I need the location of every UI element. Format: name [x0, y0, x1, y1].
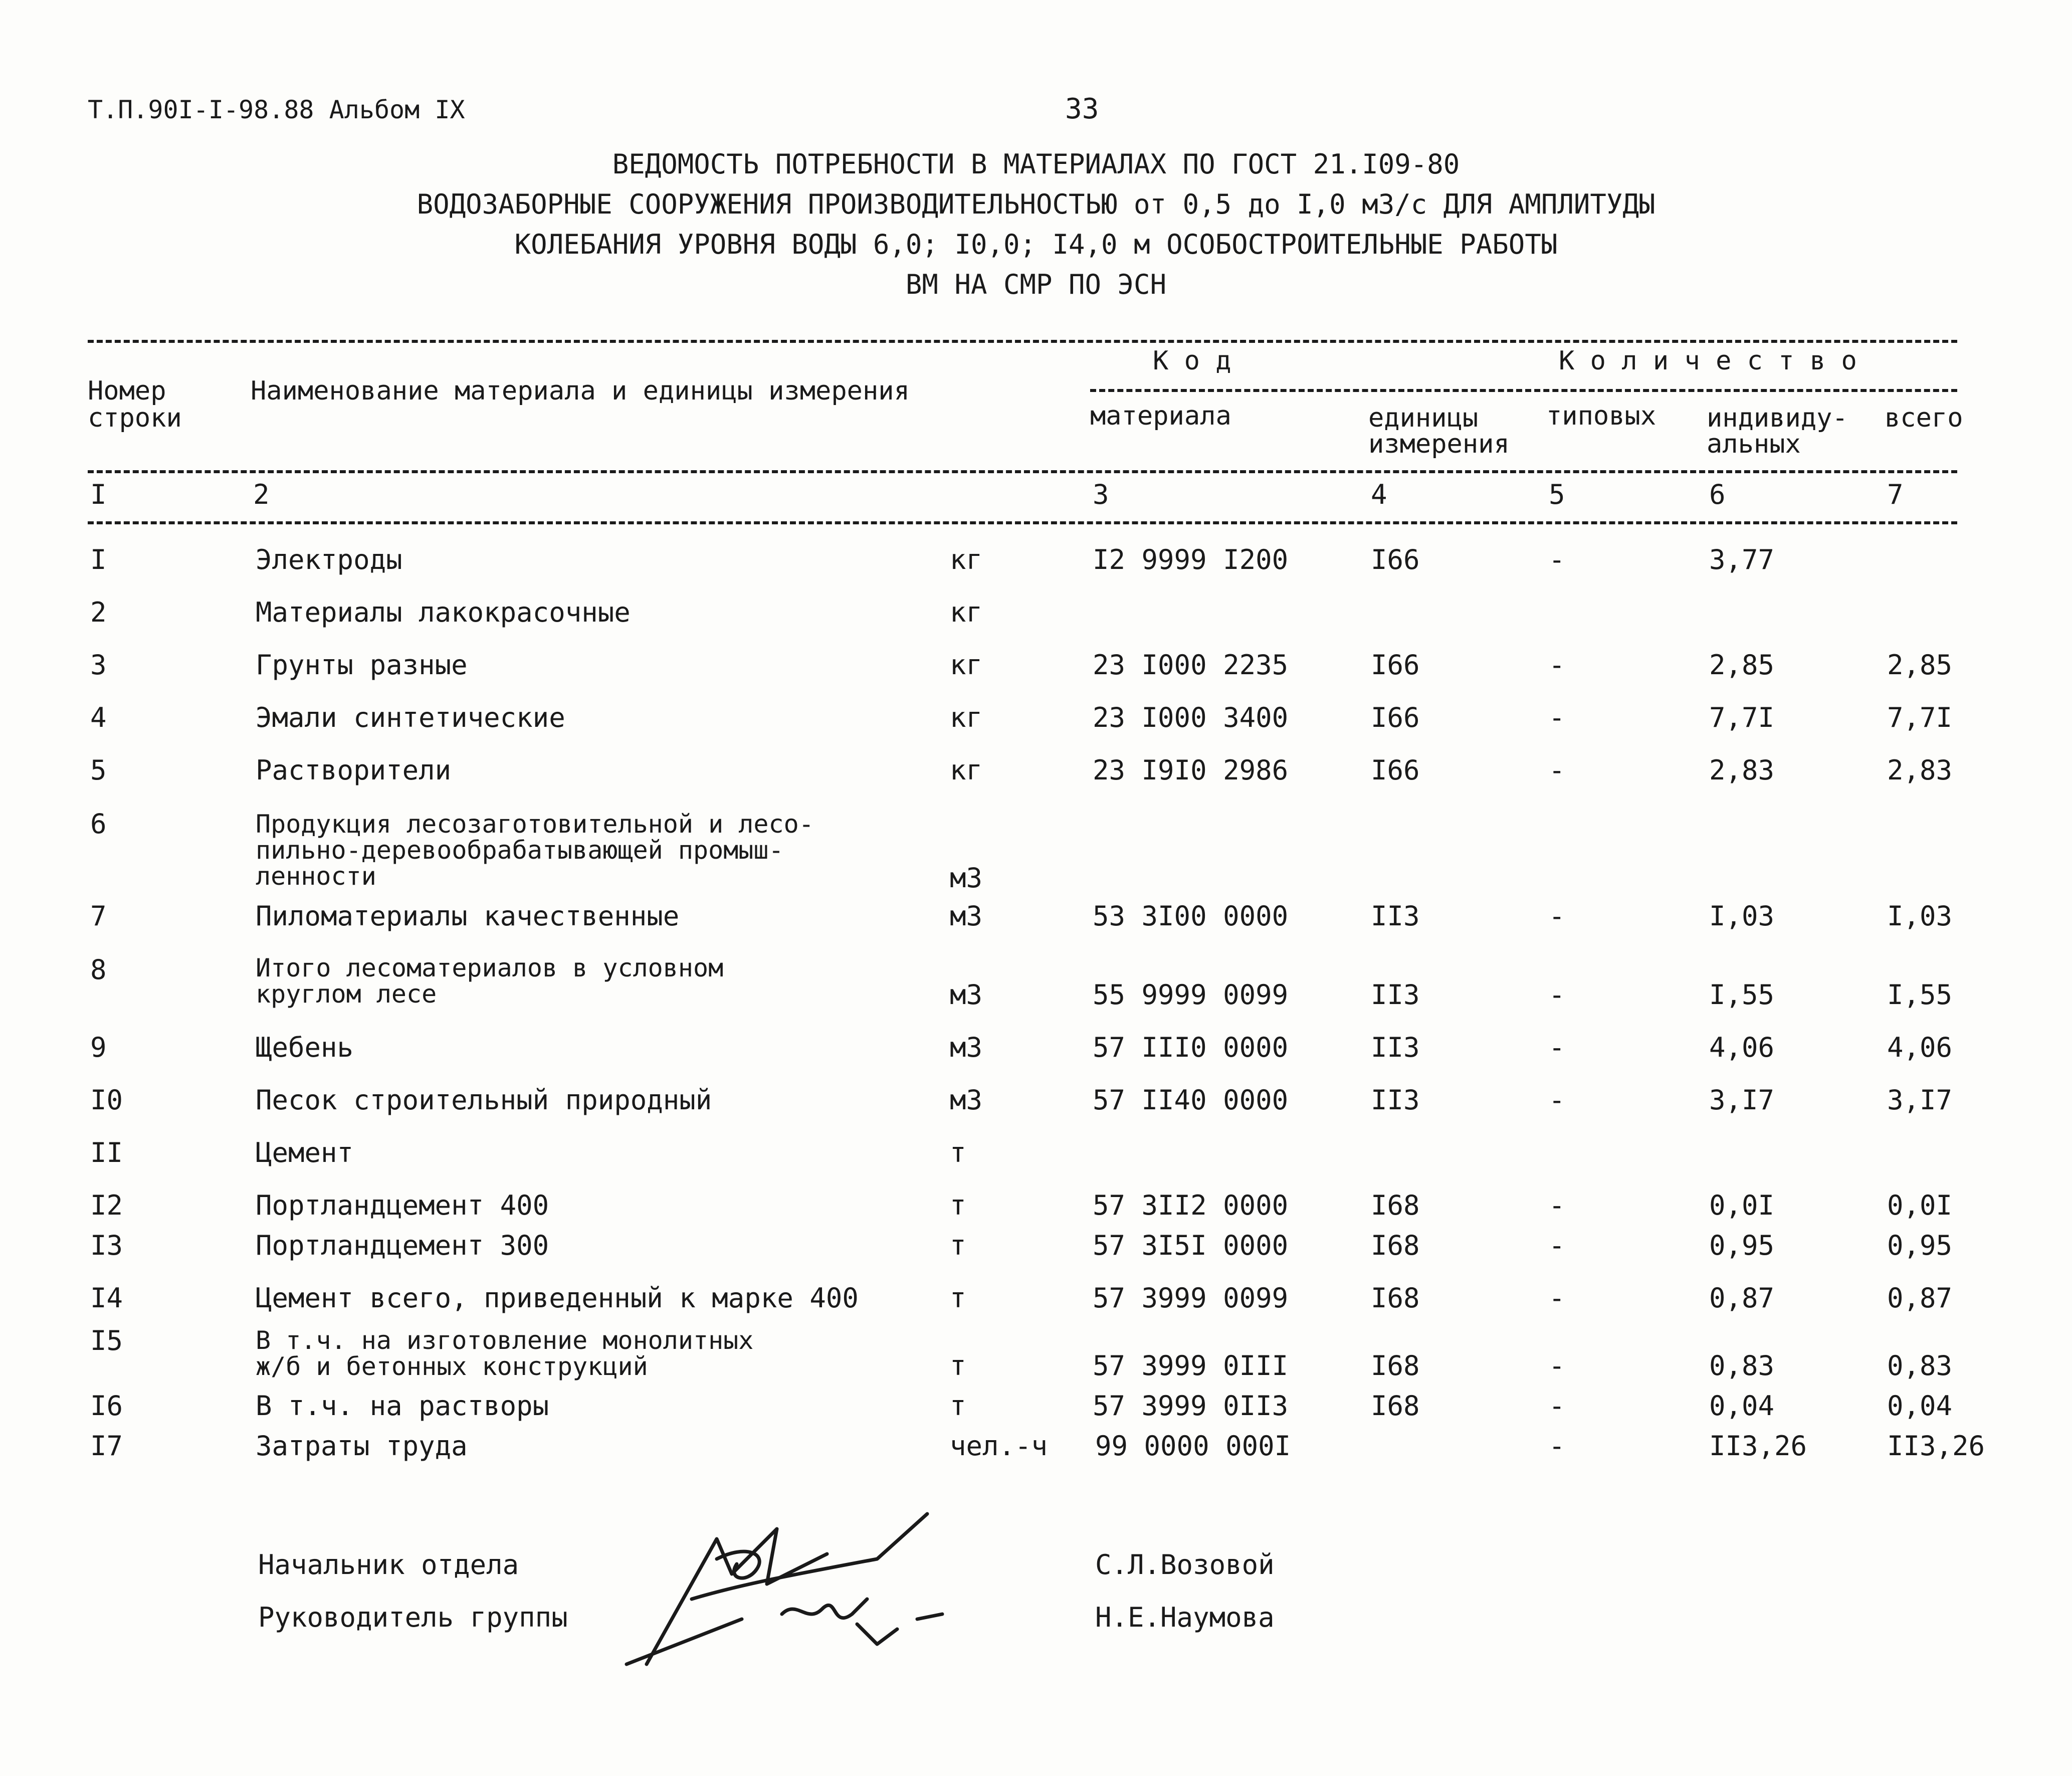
row-number: 8 — [90, 954, 107, 985]
header-row-no-1: Номер — [88, 376, 166, 406]
header-row-no-2: строки — [88, 403, 182, 433]
title-line-4: ВМ НА СМР ПО ЭСН — [905, 269, 1167, 300]
material-code: 53 3I00 0000 — [1093, 900, 1289, 932]
qty-typical: - — [1549, 1282, 1565, 1314]
qty-total: 2,83 — [1887, 754, 1953, 786]
dashed-rule — [88, 521, 1957, 524]
unit: кг — [950, 702, 983, 733]
material-name: Растворители — [256, 754, 452, 786]
unit-code: I66 — [1371, 754, 1420, 786]
unit-code: I68 — [1371, 1230, 1420, 1261]
header-qty-group: К о л и ч е с т в о — [1559, 346, 1857, 376]
qty-individual: I,55 — [1709, 979, 1775, 1011]
col-number: 6 — [1709, 479, 1726, 510]
unit: чел.-ч — [950, 1430, 1048, 1462]
material-name-line: ленности — [256, 862, 376, 891]
qty-individual: II3,26 — [1709, 1430, 1807, 1462]
row-number: 5 — [90, 754, 107, 786]
qty-typical: - — [1549, 1430, 1565, 1462]
unit-code: II3 — [1371, 979, 1420, 1011]
unit: м3 — [950, 1084, 983, 1116]
row-number: I5 — [90, 1325, 123, 1356]
qty-individual: 3,77 — [1709, 544, 1775, 575]
qty-total: 4,06 — [1887, 1032, 1953, 1063]
material-code: 57 3II2 0000 — [1093, 1190, 1289, 1221]
header-qty-typical: типовых — [1546, 401, 1656, 431]
col-number: 4 — [1371, 479, 1387, 510]
unit: м3 — [950, 979, 983, 1011]
qty-individual: 7,7I — [1709, 702, 1775, 733]
material-name: Пиломатериалы качественные — [256, 900, 680, 932]
material-name: Портландцемент 300 — [256, 1230, 549, 1261]
material-name-line: Итого лесоматериалов в условном — [256, 953, 724, 982]
qty-total: 0,87 — [1887, 1282, 1953, 1314]
row-number: 3 — [90, 649, 107, 681]
qty-typical: - — [1549, 544, 1565, 575]
material-name: Грунты разные — [256, 649, 468, 681]
row-number: I2 — [90, 1190, 123, 1221]
row-number: II — [90, 1137, 123, 1168]
row-number: I — [90, 544, 107, 575]
unit: т — [950, 1190, 966, 1221]
qty-typical: - — [1549, 1390, 1565, 1422]
row-number: 4 — [90, 702, 107, 733]
row-number: 7 — [90, 900, 107, 932]
unit-code: I68 — [1371, 1390, 1420, 1422]
qty-total: 0,04 — [1887, 1390, 1953, 1422]
header-code-material: материала — [1090, 401, 1231, 431]
unit: кг — [950, 544, 983, 575]
qty-total: 3,I7 — [1887, 1084, 1953, 1116]
qty-individual: 0,0I — [1709, 1190, 1775, 1221]
header-name: Наименование материала и единицы измерения — [251, 376, 910, 406]
signature-name: С.Л.Возовой — [1095, 1549, 1275, 1581]
material-name-line: пильно-деревообрабатывающей промыш- — [256, 836, 784, 865]
page-number: 33 — [1065, 93, 1099, 125]
qty-typical: - — [1549, 1350, 1565, 1382]
material-name: Песок строительный природный — [256, 1084, 712, 1116]
handwritten-signature — [616, 1499, 977, 1679]
unit: т — [950, 1230, 966, 1261]
qty-total: 0,83 — [1887, 1350, 1953, 1382]
material-code: 57 II40 0000 — [1093, 1084, 1289, 1116]
unit-code: II3 — [1371, 1084, 1420, 1116]
row-number: 6 — [90, 808, 107, 840]
col-number: 5 — [1549, 479, 1565, 510]
header-code-group: К о д — [1153, 346, 1231, 376]
unit: кг — [950, 649, 983, 681]
material-name-line: В т.ч. на изготовление монолитных — [256, 1326, 754, 1355]
material-code: 57 3999 0099 — [1093, 1282, 1289, 1314]
qty-individual: 0,04 — [1709, 1390, 1775, 1422]
qty-total: II3,26 — [1887, 1430, 1985, 1462]
material-name: Цемент всего, приведенный к марке 400 — [256, 1282, 859, 1314]
unit: м3 — [950, 900, 983, 932]
unit-code: I68 — [1371, 1190, 1420, 1221]
material-code: 57 3999 0II3 — [1093, 1390, 1289, 1422]
col-number: 2 — [253, 479, 270, 510]
col-number: 3 — [1093, 479, 1109, 510]
qty-typical: - — [1549, 900, 1565, 932]
qty-typical: - — [1549, 1230, 1565, 1261]
header-qty-total: всего — [1885, 403, 1963, 433]
material-code: 99 0000 000I — [1095, 1430, 1291, 1462]
material-code: 57 3999 0III — [1093, 1350, 1289, 1382]
material-name-line: круглом лесе — [256, 979, 437, 1009]
unit: т — [950, 1350, 966, 1382]
material-name: Щебень — [256, 1032, 354, 1063]
row-number: I7 — [90, 1430, 123, 1462]
material-name: Эмали синтетические — [256, 702, 565, 733]
qty-total: I,55 — [1887, 979, 1953, 1011]
row-number: I6 — [90, 1390, 123, 1422]
qty-total: 7,7I — [1887, 702, 1953, 733]
header-qty-individual-2: альных — [1707, 429, 1801, 459]
unit: т — [950, 1137, 966, 1168]
signature-name: Н.Е.Наумова — [1095, 1602, 1275, 1633]
qty-total: I,03 — [1887, 900, 1953, 932]
qty-total: 0,0I — [1887, 1190, 1953, 1221]
title-line-2: ВОДОЗАБОРНЫЕ СООРУЖЕНИЯ ПРОИЗВОДИТЕЛЬНОСТЬЮ от 0,5 до I,0 м3/с ДЛЯ АМПЛИТУДЫ — [417, 188, 1655, 220]
unit-code: II3 — [1371, 1032, 1420, 1063]
row-number: I4 — [90, 1282, 123, 1314]
unit: т — [950, 1390, 966, 1422]
qty-total: 0,95 — [1887, 1230, 1953, 1261]
signature-role: Руководитель группы — [258, 1602, 568, 1633]
material-name-line: ж/б и бетонных конструкций — [256, 1352, 648, 1381]
material-name-line: Продукция лесозаготовительной и лесо- — [256, 810, 814, 839]
qty-typical: - — [1549, 754, 1565, 786]
unit: м3 — [950, 1032, 983, 1063]
material-name: В т.ч. на растворы — [256, 1390, 549, 1422]
title-line-3: КОЛЕБАНИЯ УРОВНЯ ВОДЫ 6,0; I0,0; I4,0 м ОСОБОСТРОИТЕЛЬНЫЕ РАБОТЫ — [514, 229, 1558, 260]
qty-individual: 3,I7 — [1709, 1084, 1775, 1116]
unit-code: I68 — [1371, 1282, 1420, 1314]
unit: кг — [950, 597, 983, 628]
material-code: 23 I000 2235 — [1093, 649, 1289, 681]
material-code: 55 9999 0099 — [1093, 979, 1289, 1011]
doc-reference: Т.П.90I-I-98.88 Альбом IX — [88, 95, 465, 124]
qty-individual: 0,95 — [1709, 1230, 1775, 1261]
material-code: 23 I000 3400 — [1093, 702, 1289, 733]
qty-typical: - — [1549, 979, 1565, 1011]
row-number: I0 — [90, 1084, 123, 1116]
unit-code: I66 — [1371, 702, 1420, 733]
material-code: I2 9999 I200 — [1093, 544, 1289, 575]
qty-typical: - — [1549, 1084, 1565, 1116]
material-code: 23 I9I0 2986 — [1093, 754, 1289, 786]
qty-individual: 0,87 — [1709, 1282, 1775, 1314]
material-name: Портландцемент 400 — [256, 1190, 549, 1221]
unit: т — [950, 1282, 966, 1314]
unit-code: I68 — [1371, 1350, 1420, 1382]
dashed-rule — [1090, 389, 1957, 392]
qty-individual: 2,85 — [1709, 649, 1775, 681]
dashed-rule — [88, 470, 1957, 473]
material-code: 57 3I5I 0000 — [1093, 1230, 1289, 1261]
qty-individual: 2,83 — [1709, 754, 1775, 786]
unit-code: II3 — [1371, 900, 1420, 932]
material-name: Электроды — [256, 544, 402, 575]
col-number: 7 — [1887, 479, 1904, 510]
qty-individual: 4,06 — [1709, 1032, 1775, 1063]
qty-typical: - — [1549, 702, 1565, 733]
qty-individual: I,03 — [1709, 900, 1775, 932]
unit-code: I66 — [1371, 544, 1420, 575]
unit-code: I66 — [1371, 649, 1420, 681]
col-number: I — [90, 479, 107, 510]
qty-individual: 0,83 — [1709, 1350, 1775, 1382]
dashed-rule — [88, 340, 1957, 343]
row-number: I3 — [90, 1230, 123, 1261]
header-code-unit-1: единицы — [1368, 403, 1479, 433]
qty-typical: - — [1549, 649, 1565, 681]
title-line-1: ВЕДОМОСТЬ ПОТРЕБНОСТИ В МАТЕРИАЛАХ ПО ГОСТ 21.I09-80 — [612, 148, 1460, 180]
material-name: Материалы лакокрасочные — [256, 597, 631, 628]
header-qty-individual-1: индивиду- — [1707, 403, 1848, 433]
row-number: 2 — [90, 597, 107, 628]
qty-typical: - — [1549, 1032, 1565, 1063]
header-code-unit-2: измерения — [1368, 429, 1510, 459]
row-number: 9 — [90, 1032, 107, 1063]
material-code: 57 III0 0000 — [1093, 1032, 1289, 1063]
unit: м3 — [950, 862, 983, 894]
qty-typical: - — [1549, 1190, 1565, 1221]
unit: кг — [950, 754, 983, 786]
material-name: Затраты труда — [256, 1430, 468, 1462]
signature-role: Начальник отдела — [258, 1549, 519, 1581]
material-name: Цемент — [256, 1137, 354, 1168]
qty-total: 2,85 — [1887, 649, 1953, 681]
